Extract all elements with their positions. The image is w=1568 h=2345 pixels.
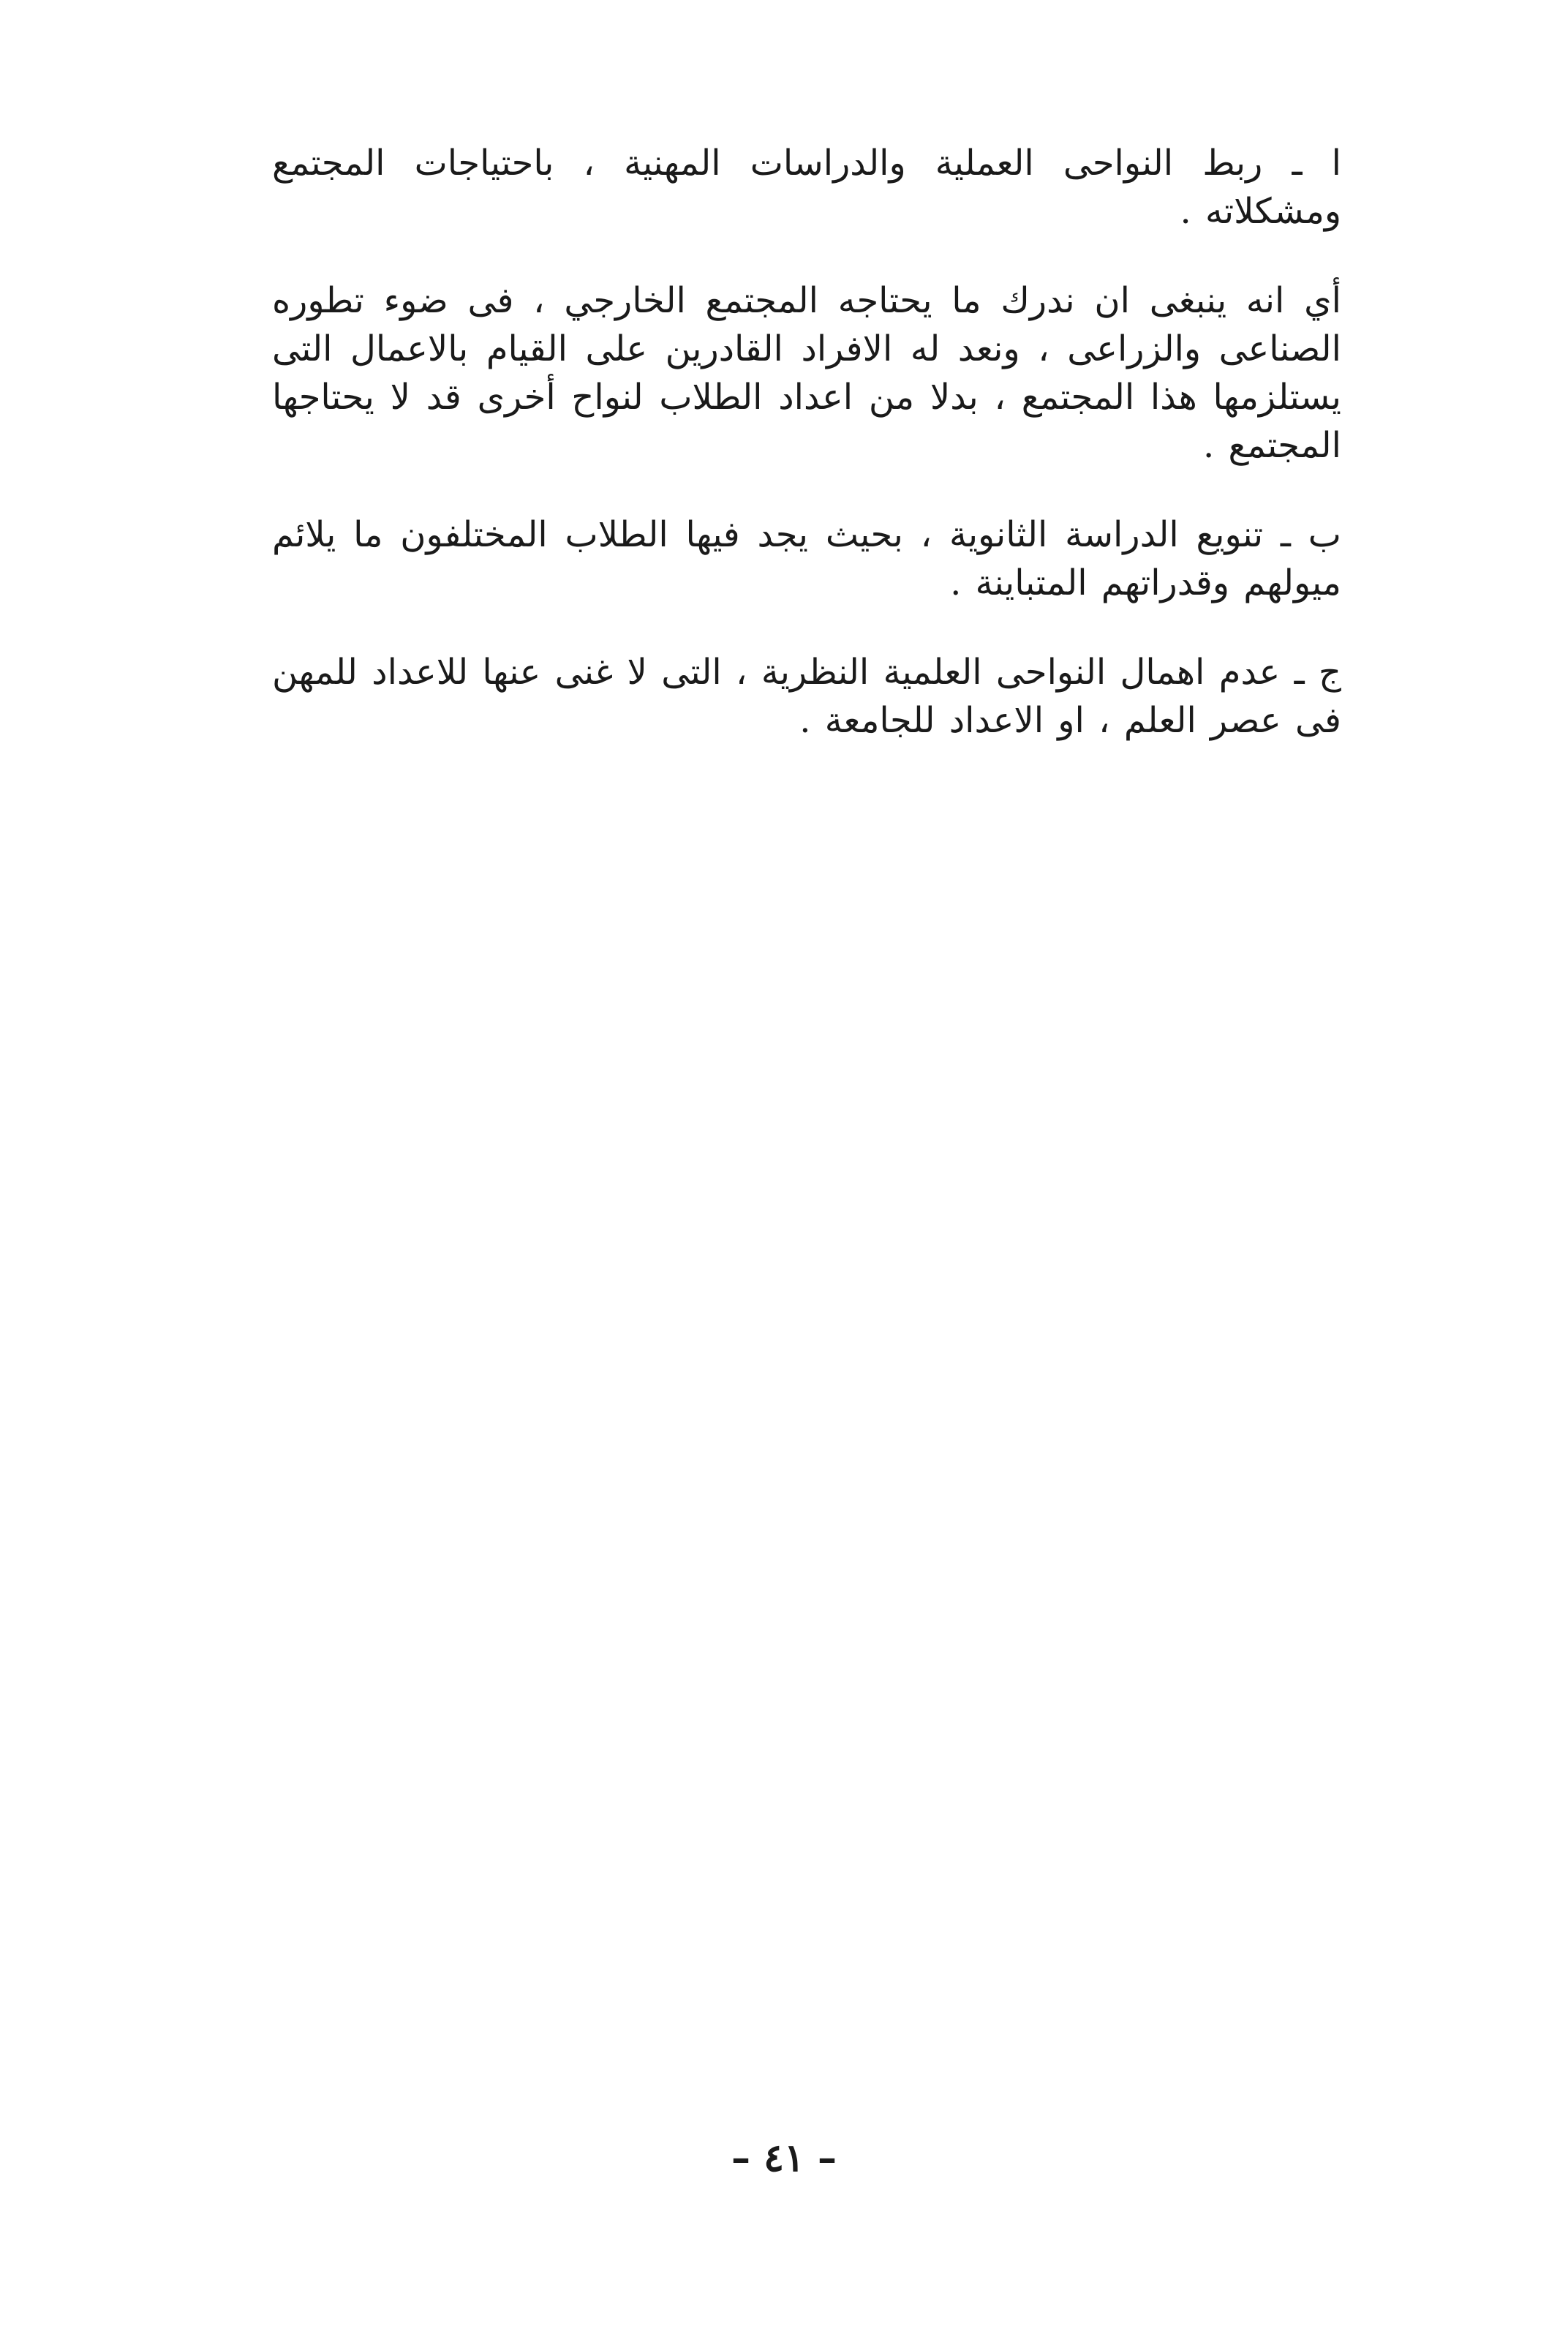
paragraph-explanation: أي انه ينبغى ان ندرك ما يحتاجه المجتمع الخارجي ، فى ضوء تطوره الصناعى والزراعى ، ونعد له الافراد القادرين على القيام بالاعمال التى يستلزمها هذا المجتمع ، بدلا من اعداد الطلاب لنواح أخرى قد لا يحتاجها المجتمع . — [272, 280, 1342, 466]
page-number: – ٤١ – — [731, 2136, 837, 2180]
paragraph-a-link-practical-studies: ا ـ ربط النواحى العملية والدراسات المهنية ، باحتياجات المجتمع ومشكلاته . — [272, 143, 1341, 232]
page-body — [272, 139, 1341, 786]
paragraph-b-diversify-secondary: ب ـ تنويع الدراسة الثانوية ، بحيث يجد فيها الطلاب المختلفون ما يلائم ميولهم وقدراتهم المتباينة . — [272, 514, 1341, 603]
paragraph-c-theoretical-sciences: ج ـ عدم اهمال النواحى العلمية النظرية ، التى لا غنى عنها للاعداد للمهن فى عصر العلم ، او الاعداد للجامعة . — [272, 652, 1341, 741]
